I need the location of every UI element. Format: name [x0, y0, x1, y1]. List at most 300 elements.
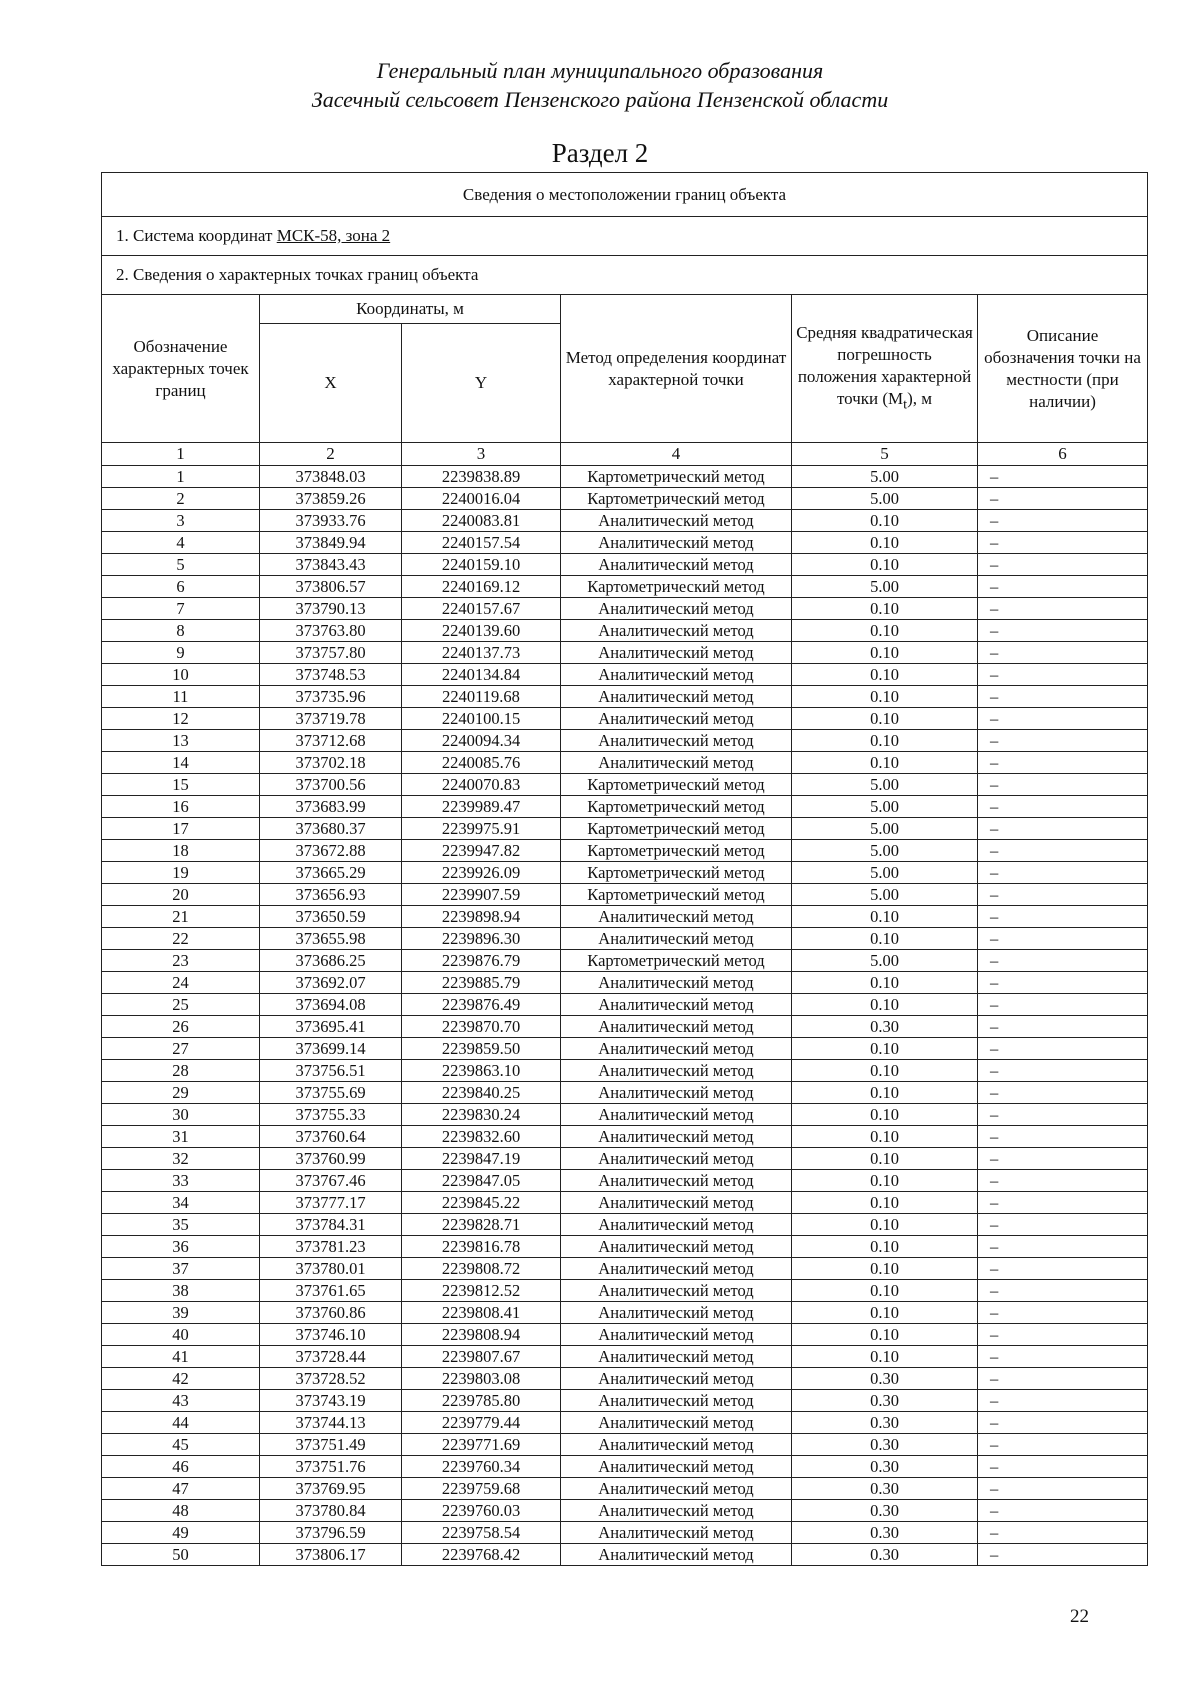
y-coord-cell: 2240137.73 [402, 642, 561, 664]
table-row [102, 1214, 1148, 1236]
column-numbers-row [102, 443, 1148, 466]
description-cell: – [978, 1038, 1148, 1060]
y-coord-cell: 2240134.84 [402, 664, 561, 686]
y-coord-cell: 2239876.79 [402, 950, 561, 972]
x-coord-cell: 373755.33 [260, 1104, 402, 1126]
table-row [102, 1478, 1148, 1500]
point-number-cell: 10 [102, 664, 260, 686]
description-cell: – [978, 774, 1148, 796]
method-cell: Аналитический метод [561, 620, 792, 642]
y-coord-cell: 2240070.83 [402, 774, 561, 796]
y-coord-cell: 2240016.04 [402, 488, 561, 510]
error-cell: 0.10 [792, 994, 978, 1016]
column-number: 1 [102, 443, 260, 466]
x-coord-cell: 373760.99 [260, 1148, 402, 1170]
error-cell: 0.30 [792, 1522, 978, 1544]
method-cell: Картометрический метод [561, 840, 792, 862]
error-cell: 0.10 [792, 664, 978, 686]
table-row [102, 1346, 1148, 1368]
description-cell: – [978, 1456, 1148, 1478]
x-coord-cell: 373780.84 [260, 1500, 402, 1522]
method-cell: Аналитический метод [561, 686, 792, 708]
point-number-cell: 28 [102, 1060, 260, 1082]
error-cell: 0.30 [792, 1434, 978, 1456]
y-coord-cell: 2239896.30 [402, 928, 561, 950]
table-row [102, 554, 1148, 576]
y-coord-cell: 2239859.50 [402, 1038, 561, 1060]
method-cell: Аналитический метод [561, 1500, 792, 1522]
y-coord-cell: 2239847.19 [402, 1148, 561, 1170]
x-coord-cell: 373763.80 [260, 620, 402, 642]
point-number-cell: 37 [102, 1258, 260, 1280]
method-cell: Аналитический метод [561, 972, 792, 994]
coord-system-cell [102, 217, 1148, 256]
table-row [102, 774, 1148, 796]
table-row [102, 642, 1148, 664]
point-number-cell: 5 [102, 554, 260, 576]
x-coord-cell: 373743.19 [260, 1390, 402, 1412]
header-error-text: Средняя квадратическая погрешность положения характерной точки (M [796, 322, 973, 408]
error-cell: 5.00 [792, 576, 978, 598]
y-coord-cell: 2239840.25 [402, 1082, 561, 1104]
y-coord-cell: 2239771.69 [402, 1434, 561, 1456]
table-row [102, 532, 1148, 554]
error-cell: 0.10 [792, 1104, 978, 1126]
x-coord-cell: 373769.95 [260, 1478, 402, 1500]
point-number-cell: 9 [102, 642, 260, 664]
table-row [102, 1126, 1148, 1148]
point-number-cell: 19 [102, 862, 260, 884]
points-info: 2. Сведения о характерных точках границ объекта [102, 256, 1148, 295]
x-coord-cell: 373728.52 [260, 1368, 402, 1390]
method-cell: Аналитический метод [561, 1324, 792, 1346]
header-method: Метод определения координат характерной точки [561, 295, 792, 443]
description-cell: – [978, 1236, 1148, 1258]
error-cell: 0.10 [792, 730, 978, 752]
error-cell: 0.10 [792, 906, 978, 928]
y-coord-cell: 2239832.60 [402, 1126, 561, 1148]
y-coord-cell: 2239758.54 [402, 1522, 561, 1544]
section-title: Раздел 2 [551, 138, 649, 168]
table-row [102, 840, 1148, 862]
y-coord-cell: 2239785.80 [402, 1390, 561, 1412]
error-cell: 0.30 [792, 1368, 978, 1390]
x-coord-cell: 373694.08 [260, 994, 402, 1016]
x-coord-cell: 373748.53 [260, 664, 402, 686]
y-coord-cell: 2239845.22 [402, 1192, 561, 1214]
y-coord-cell: 2239947.82 [402, 840, 561, 862]
error-cell: 0.10 [792, 1346, 978, 1368]
error-cell: 5.00 [792, 796, 978, 818]
table-row [102, 1060, 1148, 1082]
header-error-tail: ), м [907, 388, 933, 408]
error-cell: 0.10 [792, 1038, 978, 1060]
error-cell: 5.00 [792, 488, 978, 510]
description-cell: – [978, 1390, 1148, 1412]
method-cell: Аналитический метод [561, 1148, 792, 1170]
point-number-cell: 14 [102, 752, 260, 774]
description-cell: – [978, 796, 1148, 818]
y-coord-cell: 2239876.49 [402, 994, 561, 1016]
method-cell: Аналитический метод [561, 642, 792, 664]
method-cell: Картометрический метод [561, 818, 792, 840]
y-coord-cell: 2240169.12 [402, 576, 561, 598]
point-number-cell: 44 [102, 1412, 260, 1434]
x-coord-cell: 373692.07 [260, 972, 402, 994]
table-row [102, 1038, 1148, 1060]
column-number: 4 [561, 443, 792, 466]
header-row-1 [102, 295, 1148, 324]
point-number-cell: 32 [102, 1148, 260, 1170]
y-coord-cell: 2239808.72 [402, 1258, 561, 1280]
error-cell: 0.10 [792, 554, 978, 576]
y-coord-cell: 2239870.70 [402, 1016, 561, 1038]
x-coord-cell: 373655.98 [260, 928, 402, 950]
description-cell: – [978, 642, 1148, 664]
y-coord-cell: 2240083.81 [402, 510, 561, 532]
point-number-cell: 11 [102, 686, 260, 708]
description-cell: – [978, 708, 1148, 730]
y-coord-cell: 2239838.89 [402, 466, 561, 488]
description-cell: – [978, 510, 1148, 532]
method-cell: Аналитический метод [561, 1280, 792, 1302]
method-cell: Картометрический метод [561, 774, 792, 796]
method-cell: Аналитический метод [561, 510, 792, 532]
method-cell: Аналитический метод [561, 1126, 792, 1148]
error-cell: 0.30 [792, 1500, 978, 1522]
y-coord-cell: 2239989.47 [402, 796, 561, 818]
table-row [102, 1016, 1148, 1038]
x-coord-cell: 373728.44 [260, 1346, 402, 1368]
y-coord-cell: 2239885.79 [402, 972, 561, 994]
table-row [102, 928, 1148, 950]
error-cell: 0.10 [792, 1060, 978, 1082]
description-cell: – [978, 1104, 1148, 1126]
point-number-cell: 12 [102, 708, 260, 730]
x-coord-cell: 373790.13 [260, 598, 402, 620]
method-cell: Аналитический метод [561, 1456, 792, 1478]
x-coord-cell: 373702.18 [260, 752, 402, 774]
coord-system-prefix: 1. Система координат [116, 226, 277, 245]
table-row [102, 972, 1148, 994]
point-number-cell: 23 [102, 950, 260, 972]
table-row [102, 730, 1148, 752]
point-number-cell: 15 [102, 774, 260, 796]
method-cell: Аналитический метод [561, 1082, 792, 1104]
table-row [102, 796, 1148, 818]
error-cell: 0.10 [792, 686, 978, 708]
description-cell: – [978, 1368, 1148, 1390]
x-coord-cell: 373680.37 [260, 818, 402, 840]
description-cell: – [978, 994, 1148, 1016]
error-cell: 0.10 [792, 1236, 978, 1258]
header-y: Y [402, 324, 561, 443]
table-row [102, 752, 1148, 774]
point-number-cell: 31 [102, 1126, 260, 1148]
description-cell: – [978, 752, 1148, 774]
point-number-cell: 34 [102, 1192, 260, 1214]
y-coord-cell: 2239768.42 [402, 1544, 561, 1566]
table-row [102, 1412, 1148, 1434]
y-coord-cell: 2239803.08 [402, 1368, 561, 1390]
point-number-cell: 3 [102, 510, 260, 532]
point-number-cell: 1 [102, 466, 260, 488]
x-coord-cell: 373656.93 [260, 884, 402, 906]
point-number-cell: 21 [102, 906, 260, 928]
boundary-points-table [101, 172, 1148, 1566]
error-cell: 0.10 [792, 598, 978, 620]
point-number-cell: 27 [102, 1038, 260, 1060]
method-cell: Аналитический метод [561, 1390, 792, 1412]
point-number-cell: 30 [102, 1104, 260, 1126]
table-row [102, 664, 1148, 686]
x-coord-cell: 373760.86 [260, 1302, 402, 1324]
method-cell: Аналитический метод [561, 708, 792, 730]
x-coord-cell: 373780.01 [260, 1258, 402, 1280]
description-cell: – [978, 466, 1148, 488]
header-error [792, 295, 978, 443]
method-cell: Аналитический метод [561, 664, 792, 686]
x-coord-cell: 373757.80 [260, 642, 402, 664]
y-coord-cell: 2240159.10 [402, 554, 561, 576]
y-coord-cell: 2240085.76 [402, 752, 561, 774]
y-coord-cell: 2239863.10 [402, 1060, 561, 1082]
description-cell: – [978, 1500, 1148, 1522]
description-cell: – [978, 576, 1148, 598]
y-coord-cell: 2239847.05 [402, 1170, 561, 1192]
description-cell: – [978, 730, 1148, 752]
y-coord-cell: 2239808.41 [402, 1302, 561, 1324]
method-cell: Аналитический метод [561, 906, 792, 928]
point-number-cell: 26 [102, 1016, 260, 1038]
table-row [102, 576, 1148, 598]
method-cell: Аналитический метод [561, 1412, 792, 1434]
point-number-cell: 42 [102, 1368, 260, 1390]
table-row [102, 906, 1148, 928]
description-cell: – [978, 686, 1148, 708]
x-coord-cell: 373784.31 [260, 1214, 402, 1236]
table-row [102, 1368, 1148, 1390]
method-cell: Аналитический метод [561, 598, 792, 620]
description-cell: – [978, 1170, 1148, 1192]
description-cell: – [978, 1434, 1148, 1456]
error-cell: 0.10 [792, 1082, 978, 1104]
error-cell: 0.10 [792, 1280, 978, 1302]
method-cell: Аналитический метод [561, 1258, 792, 1280]
method-cell: Картометрический метод [561, 950, 792, 972]
method-cell: Аналитический метод [561, 1302, 792, 1324]
x-coord-cell: 373777.17 [260, 1192, 402, 1214]
points-info-row [102, 256, 1148, 295]
x-coord-cell: 373746.10 [260, 1324, 402, 1346]
coord-system-row [102, 217, 1148, 256]
error-cell: 0.10 [792, 1170, 978, 1192]
method-cell: Аналитический метод [561, 1544, 792, 1566]
point-number-cell: 41 [102, 1346, 260, 1368]
description-cell: – [978, 1148, 1148, 1170]
y-coord-cell: 2240119.68 [402, 686, 561, 708]
error-cell: 0.30 [792, 1478, 978, 1500]
header-error-sub: t [903, 396, 908, 413]
x-coord-cell: 373665.29 [260, 862, 402, 884]
description-cell: – [978, 906, 1148, 928]
method-cell: Картометрический метод [561, 488, 792, 510]
table-title: Сведения о местоположении границ объекта [102, 173, 1148, 217]
x-coord-cell: 373760.64 [260, 1126, 402, 1148]
y-coord-cell: 2239830.24 [402, 1104, 561, 1126]
method-cell: Аналитический метод [561, 1170, 792, 1192]
point-number-cell: 13 [102, 730, 260, 752]
error-cell: 0.10 [792, 1324, 978, 1346]
method-cell: Аналитический метод [561, 1434, 792, 1456]
x-coord-cell: 373751.49 [260, 1434, 402, 1456]
table-row [102, 510, 1148, 532]
table-row [102, 1170, 1148, 1192]
point-number-cell: 35 [102, 1214, 260, 1236]
x-coord-cell: 373755.69 [260, 1082, 402, 1104]
y-coord-cell: 2240157.54 [402, 532, 561, 554]
description-cell: – [978, 664, 1148, 686]
table-title-row [102, 173, 1148, 217]
description-cell: – [978, 598, 1148, 620]
point-number-cell: 7 [102, 598, 260, 620]
table-row [102, 884, 1148, 906]
description-cell: – [978, 1126, 1148, 1148]
point-number-cell: 39 [102, 1302, 260, 1324]
error-cell: 0.10 [792, 708, 978, 730]
description-cell: – [978, 862, 1148, 884]
y-coord-cell: 2239907.59 [402, 884, 561, 906]
error-cell: 0.30 [792, 1390, 978, 1412]
page-number: 22 [1070, 1606, 1089, 1627]
table-row [102, 1148, 1148, 1170]
method-cell: Аналитический метод [561, 1016, 792, 1038]
table-row [102, 1324, 1148, 1346]
method-cell: Аналитический метод [561, 1192, 792, 1214]
method-cell: Аналитический метод [561, 1060, 792, 1082]
description-cell: – [978, 1060, 1148, 1082]
method-cell: Картометрический метод [561, 576, 792, 598]
point-number-cell: 46 [102, 1456, 260, 1478]
description-cell: – [978, 818, 1148, 840]
point-number-cell: 16 [102, 796, 260, 818]
error-cell: 0.30 [792, 1456, 978, 1478]
point-number-cell: 40 [102, 1324, 260, 1346]
error-cell: 5.00 [792, 774, 978, 796]
error-cell: 0.30 [792, 1412, 978, 1434]
point-number-cell: 38 [102, 1280, 260, 1302]
method-cell: Аналитический метод [561, 1368, 792, 1390]
y-coord-cell: 2239975.91 [402, 818, 561, 840]
x-coord-cell: 373699.14 [260, 1038, 402, 1060]
description-cell: – [978, 840, 1148, 862]
point-number-cell: 17 [102, 818, 260, 840]
point-number-cell: 4 [102, 532, 260, 554]
error-cell: 0.10 [792, 1214, 978, 1236]
x-coord-cell: 373686.25 [260, 950, 402, 972]
description-cell: – [978, 1214, 1148, 1236]
method-cell: Картометрический метод [561, 466, 792, 488]
error-cell: 0.10 [792, 928, 978, 950]
y-coord-cell: 2239807.67 [402, 1346, 561, 1368]
y-coord-cell: 2240094.34 [402, 730, 561, 752]
x-coord-cell: 373672.88 [260, 840, 402, 862]
x-coord-cell: 373700.56 [260, 774, 402, 796]
error-cell: 0.10 [792, 1148, 978, 1170]
method-cell: Аналитический метод [561, 1522, 792, 1544]
method-cell: Аналитический метод [561, 1236, 792, 1258]
header-x: X [260, 324, 402, 443]
x-coord-cell: 373751.76 [260, 1456, 402, 1478]
error-cell: 5.00 [792, 818, 978, 840]
y-coord-cell: 2239898.94 [402, 906, 561, 928]
error-cell: 0.10 [792, 752, 978, 774]
x-coord-cell: 373781.23 [260, 1236, 402, 1258]
table-row [102, 1082, 1148, 1104]
error-cell: 0.10 [792, 1126, 978, 1148]
table-row [102, 818, 1148, 840]
x-coord-cell: 373933.76 [260, 510, 402, 532]
method-cell: Аналитический метод [561, 1104, 792, 1126]
table-row [102, 1434, 1148, 1456]
description-cell: – [978, 972, 1148, 994]
y-coord-cell: 2239759.68 [402, 1478, 561, 1500]
table-row [102, 1522, 1148, 1544]
description-cell: – [978, 1522, 1148, 1544]
method-cell: Аналитический метод [561, 1214, 792, 1236]
point-number-cell: 45 [102, 1434, 260, 1456]
description-cell: – [978, 950, 1148, 972]
table-row [102, 1104, 1148, 1126]
description-cell: – [978, 488, 1148, 510]
description-cell: – [978, 1280, 1148, 1302]
error-cell: 0.10 [792, 972, 978, 994]
error-cell: 5.00 [792, 840, 978, 862]
column-number: 2 [260, 443, 402, 466]
description-cell: – [978, 1192, 1148, 1214]
column-number: 5 [792, 443, 978, 466]
error-cell: 0.10 [792, 1302, 978, 1324]
y-coord-cell: 2240139.60 [402, 620, 561, 642]
point-number-cell: 50 [102, 1544, 260, 1566]
method-cell: Картометрический метод [561, 884, 792, 906]
error-cell: 5.00 [792, 950, 978, 972]
table-row [102, 1192, 1148, 1214]
x-coord-cell: 373719.78 [260, 708, 402, 730]
error-cell: 0.10 [792, 642, 978, 664]
description-cell: – [978, 928, 1148, 950]
point-number-cell: 33 [102, 1170, 260, 1192]
table-row [102, 620, 1148, 642]
header-designation: Обозначение характерных точек границ [102, 295, 260, 443]
y-coord-cell: 2240157.67 [402, 598, 561, 620]
table-row [102, 1280, 1148, 1302]
x-coord-cell: 373843.43 [260, 554, 402, 576]
description-cell: – [978, 884, 1148, 906]
error-cell: 5.00 [792, 466, 978, 488]
point-number-cell: 18 [102, 840, 260, 862]
x-coord-cell: 373796.59 [260, 1522, 402, 1544]
document-header [0, 56, 1200, 114]
x-coord-cell: 373735.96 [260, 686, 402, 708]
method-cell: Аналитический метод [561, 554, 792, 576]
table-row [102, 862, 1148, 884]
y-coord-cell: 2239828.71 [402, 1214, 561, 1236]
method-cell: Аналитический метод [561, 928, 792, 950]
point-number-cell: 2 [102, 488, 260, 510]
x-coord-cell: 373848.03 [260, 466, 402, 488]
table-row [102, 1258, 1148, 1280]
